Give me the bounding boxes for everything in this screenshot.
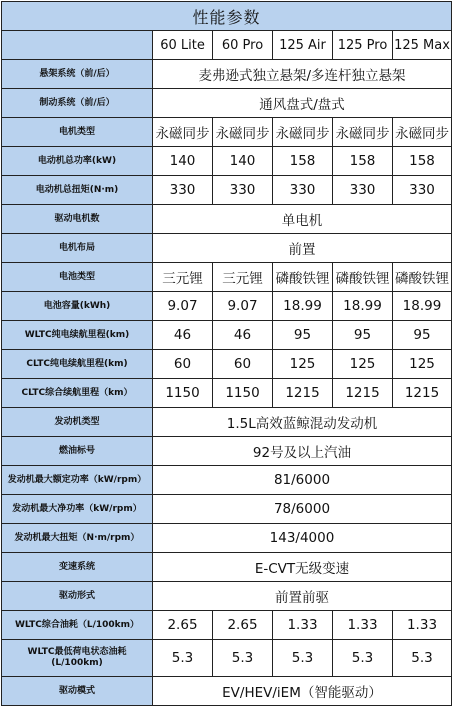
spec-value: 5.3 — [273, 640, 333, 677]
spec-value: 60 — [213, 350, 273, 379]
spec-label: WLTC最低荷电状态油耗 (L/100km) — [2, 640, 153, 677]
spec-row — [2, 350, 452, 379]
spec-value: 330 — [273, 176, 333, 205]
spec-value: 永磁同步 — [153, 118, 213, 147]
spec-value-merged: 143/4000 — [153, 524, 452, 553]
spec-label: 燃油标号 — [2, 437, 153, 466]
spec-label: WLTC综合油耗（L/100km） — [2, 611, 153, 640]
spec-row — [2, 234, 452, 263]
spec-value: 330 — [213, 176, 273, 205]
spec-value: 158 — [333, 147, 393, 176]
spec-value: 18.99 — [393, 292, 452, 321]
spec-row — [2, 611, 452, 640]
spec-value: 330 — [333, 176, 393, 205]
spec-value: 140 — [153, 147, 213, 176]
spec-row — [2, 466, 452, 495]
spec-value: 5.3 — [213, 640, 273, 677]
spec-label: 发动机类型 — [2, 408, 153, 437]
spec-label: 发动机最大净功率（kW/rpm） — [2, 495, 153, 524]
header-corner-cell — [2, 31, 153, 60]
spec-label: 驱动模式 — [2, 677, 153, 706]
spec-value: 330 — [153, 176, 213, 205]
spec-value: 5.3 — [153, 640, 213, 677]
spec-value: 95 — [393, 321, 452, 350]
spec-value-merged: 通风盘式/盘式 — [153, 89, 452, 118]
spec-row — [2, 437, 452, 466]
spec-value: 18.99 — [333, 292, 393, 321]
spec-value: 永磁同步 — [213, 118, 273, 147]
spec-value: 1.33 — [333, 611, 393, 640]
spec-row — [2, 263, 452, 292]
spec-row — [2, 321, 452, 350]
spec-value: 永磁同步 — [273, 118, 333, 147]
spec-label: 电池容量(kWh) — [2, 292, 153, 321]
spec-value: 95 — [333, 321, 393, 350]
model-header-row — [2, 31, 452, 60]
spec-value: 46 — [153, 321, 213, 350]
spec-value: 158 — [393, 147, 452, 176]
spec-value: 9.07 — [153, 292, 213, 321]
spec-value: 1.33 — [273, 611, 333, 640]
spec-value: 1.33 — [393, 611, 452, 640]
spec-value: 1215 — [393, 379, 452, 408]
spec-row — [2, 495, 452, 524]
spec-row — [2, 524, 452, 553]
spec-row — [2, 553, 452, 582]
spec-value: 2.65 — [213, 611, 273, 640]
spec-value: 2.65 — [153, 611, 213, 640]
spec-label: CLTC纯电续航里程(km) — [2, 350, 153, 379]
table-title: 性能参数 — [2, 2, 452, 31]
spec-value: 磷酸铁锂 — [393, 263, 452, 292]
spec-value: 330 — [393, 176, 452, 205]
spec-value: 三元锂 — [213, 263, 273, 292]
spec-label: CLTC综合续航里程（km） — [2, 379, 153, 408]
spec-row — [2, 292, 452, 321]
model-header-cell: 125 Max — [393, 31, 452, 60]
spec-row — [2, 677, 452, 706]
spec-label: 电机布局 — [2, 234, 153, 263]
spec-value: 永磁同步 — [333, 118, 393, 147]
model-header-cell: 60 Lite — [153, 31, 213, 60]
spec-value: 1215 — [273, 379, 333, 408]
spec-row — [2, 205, 452, 234]
spec-value: 1150 — [213, 379, 273, 408]
spec-value: 95 — [273, 321, 333, 350]
spec-value: 5.3 — [333, 640, 393, 677]
model-header-cell: 125 Pro — [333, 31, 393, 60]
spec-row — [2, 582, 452, 611]
spec-value: 140 — [213, 147, 273, 176]
spec-label: 发动机最大额定功率（kW/rpm） — [2, 466, 153, 495]
spec-label: 电动机总功率(kW) — [2, 147, 153, 176]
spec-value-merged: EV/HEV/iEM（智能驱动） — [153, 677, 452, 706]
spec-value: 1150 — [153, 379, 213, 408]
spec-value: 60 — [153, 350, 213, 379]
spec-label: 电机类型 — [2, 118, 153, 147]
spec-label: 制动系统（前/后） — [2, 89, 153, 118]
spec-value: 三元锂 — [153, 263, 213, 292]
spec-value-merged: 单电机 — [153, 205, 452, 234]
title-row — [2, 2, 452, 31]
model-header-cell: 60 Pro — [213, 31, 273, 60]
spec-row — [2, 176, 452, 205]
spec-value: 18.99 — [273, 292, 333, 321]
model-header-cell: 125 Air — [273, 31, 333, 60]
spec-value: 1215 — [333, 379, 393, 408]
spec-value-merged: 前置 — [153, 234, 452, 263]
spec-label: 电池类型 — [2, 263, 153, 292]
spec-value: 9.07 — [213, 292, 273, 321]
spec-label: 驱动形式 — [2, 582, 153, 611]
spec-label: 驱动电机数 — [2, 205, 153, 234]
spec-label: 电动机总扭矩(N·m) — [2, 176, 153, 205]
spec-value: 125 — [333, 350, 393, 379]
spec-value: 125 — [273, 350, 333, 379]
spec-label: 变速系统 — [2, 553, 153, 582]
spec-row — [2, 147, 452, 176]
spec-label: 悬架系统（前/后） — [2, 60, 153, 89]
spec-value-merged: 78/6000 — [153, 495, 452, 524]
spec-label: WLTC纯电续航里程(km) — [2, 321, 153, 350]
spec-row — [2, 379, 452, 408]
spec-table — [1, 1, 452, 706]
spec-value-merged: 1.5L高效蓝鲸混动发动机 — [153, 408, 452, 437]
spec-value-merged: 81/6000 — [153, 466, 452, 495]
spec-value: 5.3 — [393, 640, 452, 677]
spec-row — [2, 408, 452, 437]
spec-value-merged: 麦弗逊式独立悬架/多连杆独立悬架 — [153, 60, 452, 89]
spec-row — [2, 640, 452, 677]
spec-value: 158 — [273, 147, 333, 176]
spec-value-merged: E-CVT无级变速 — [153, 553, 452, 582]
spec-value: 46 — [213, 321, 273, 350]
spec-value: 125 — [393, 350, 452, 379]
spec-row — [2, 118, 452, 147]
spec-label: 发动机最大扭矩（N·m/rpm） — [2, 524, 153, 553]
spec-row — [2, 60, 452, 89]
spec-value: 磷酸铁锂 — [333, 263, 393, 292]
spec-row — [2, 89, 452, 118]
spec-value: 永磁同步 — [393, 118, 452, 147]
spec-value-merged: 前置前驱 — [153, 582, 452, 611]
spec-value-merged: 92号及以上汽油 — [153, 437, 452, 466]
spec-value: 磷酸铁锂 — [273, 263, 333, 292]
